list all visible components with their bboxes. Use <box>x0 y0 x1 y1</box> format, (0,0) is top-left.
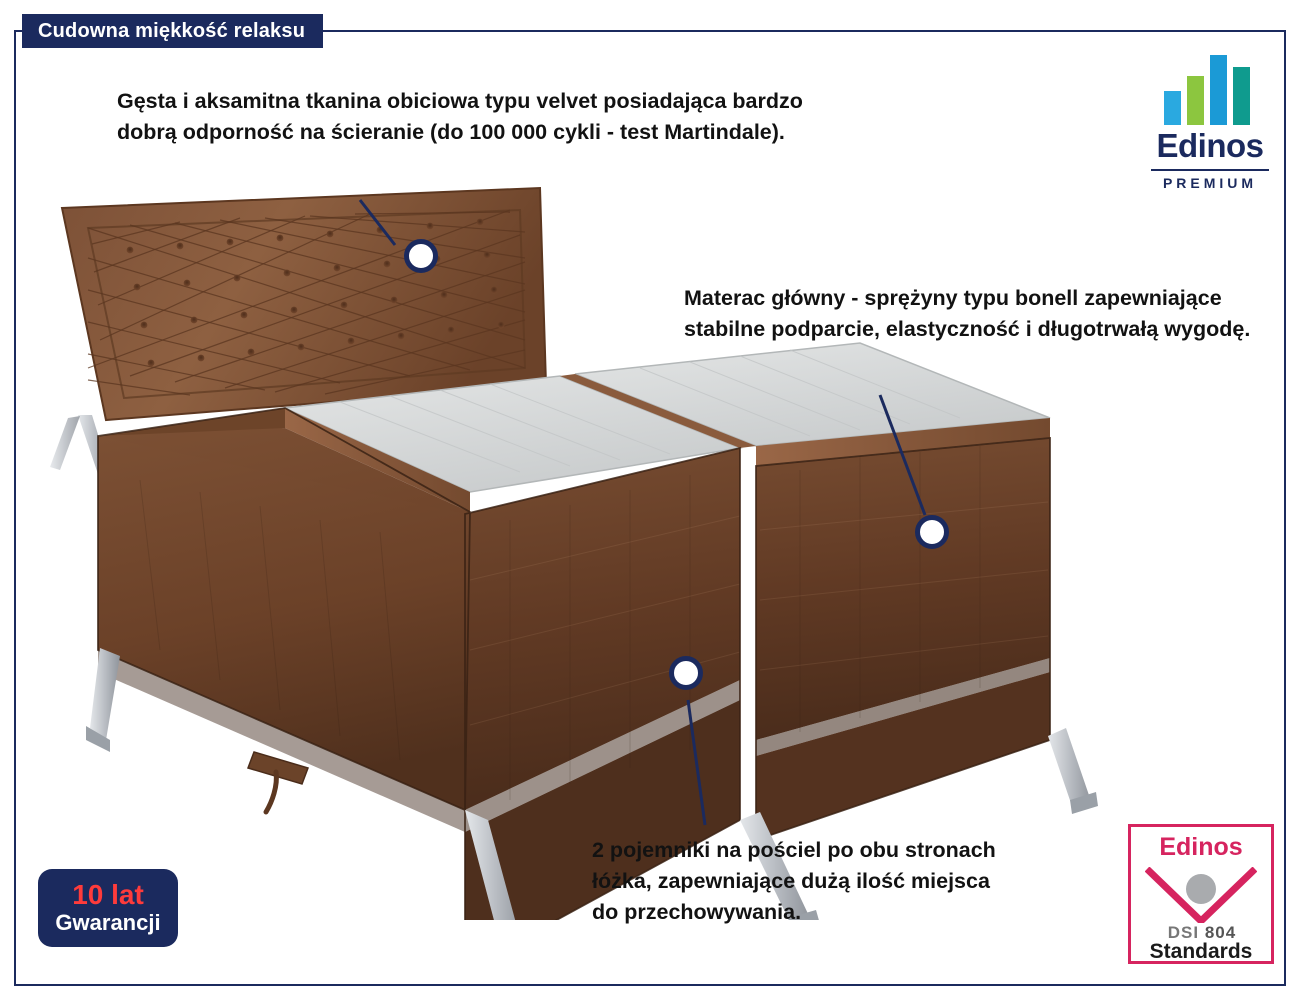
annotation-storage: 2 pojemniki na pościel po obu stronach łóżka, zapewniające dużą ilość miejsca do przechowywania. <box>592 838 996 924</box>
callout-dot-storage <box>669 656 703 690</box>
logo-bars-icon <box>1164 55 1256 125</box>
callout-dot-mattress <box>915 515 949 549</box>
logo-brand-text: Edinos <box>1156 127 1264 164</box>
certificate-badge <box>1128 824 1274 964</box>
certificate-standards: Standards <box>1149 940 1253 963</box>
annotation-fabric: Gęsta i aksamitna tkanina obiciowa typu velvet posiadająca bardzo dobrą odporność na ścieranie (do 100 000 cykli - test Martindale). <box>117 89 803 144</box>
page-title: Cudowna miękkość relaksu <box>22 14 323 48</box>
warranty-years: 10 lat <box>72 879 144 910</box>
warranty-label: Gwarancji <box>55 910 161 935</box>
checkmark-v-icon <box>1145 867 1257 923</box>
certificate-brand: Edinos <box>1159 833 1243 861</box>
logo-divider <box>1151 169 1269 171</box>
callout-dot-fabric <box>404 239 438 273</box>
certificate-code-prefix: DSI <box>1167 923 1200 942</box>
brand-logo <box>1145 55 1275 210</box>
warranty-badge <box>38 869 178 947</box>
annotation-mattress: Materac główny - sprężyny typu bonell zapewniające stabilne podparcie, elastyczność i długotrwałą wygodę. <box>684 286 1251 341</box>
logo-tagline: PREMIUM <box>1162 175 1258 191</box>
certificate-code-number: 804 <box>1204 923 1237 942</box>
